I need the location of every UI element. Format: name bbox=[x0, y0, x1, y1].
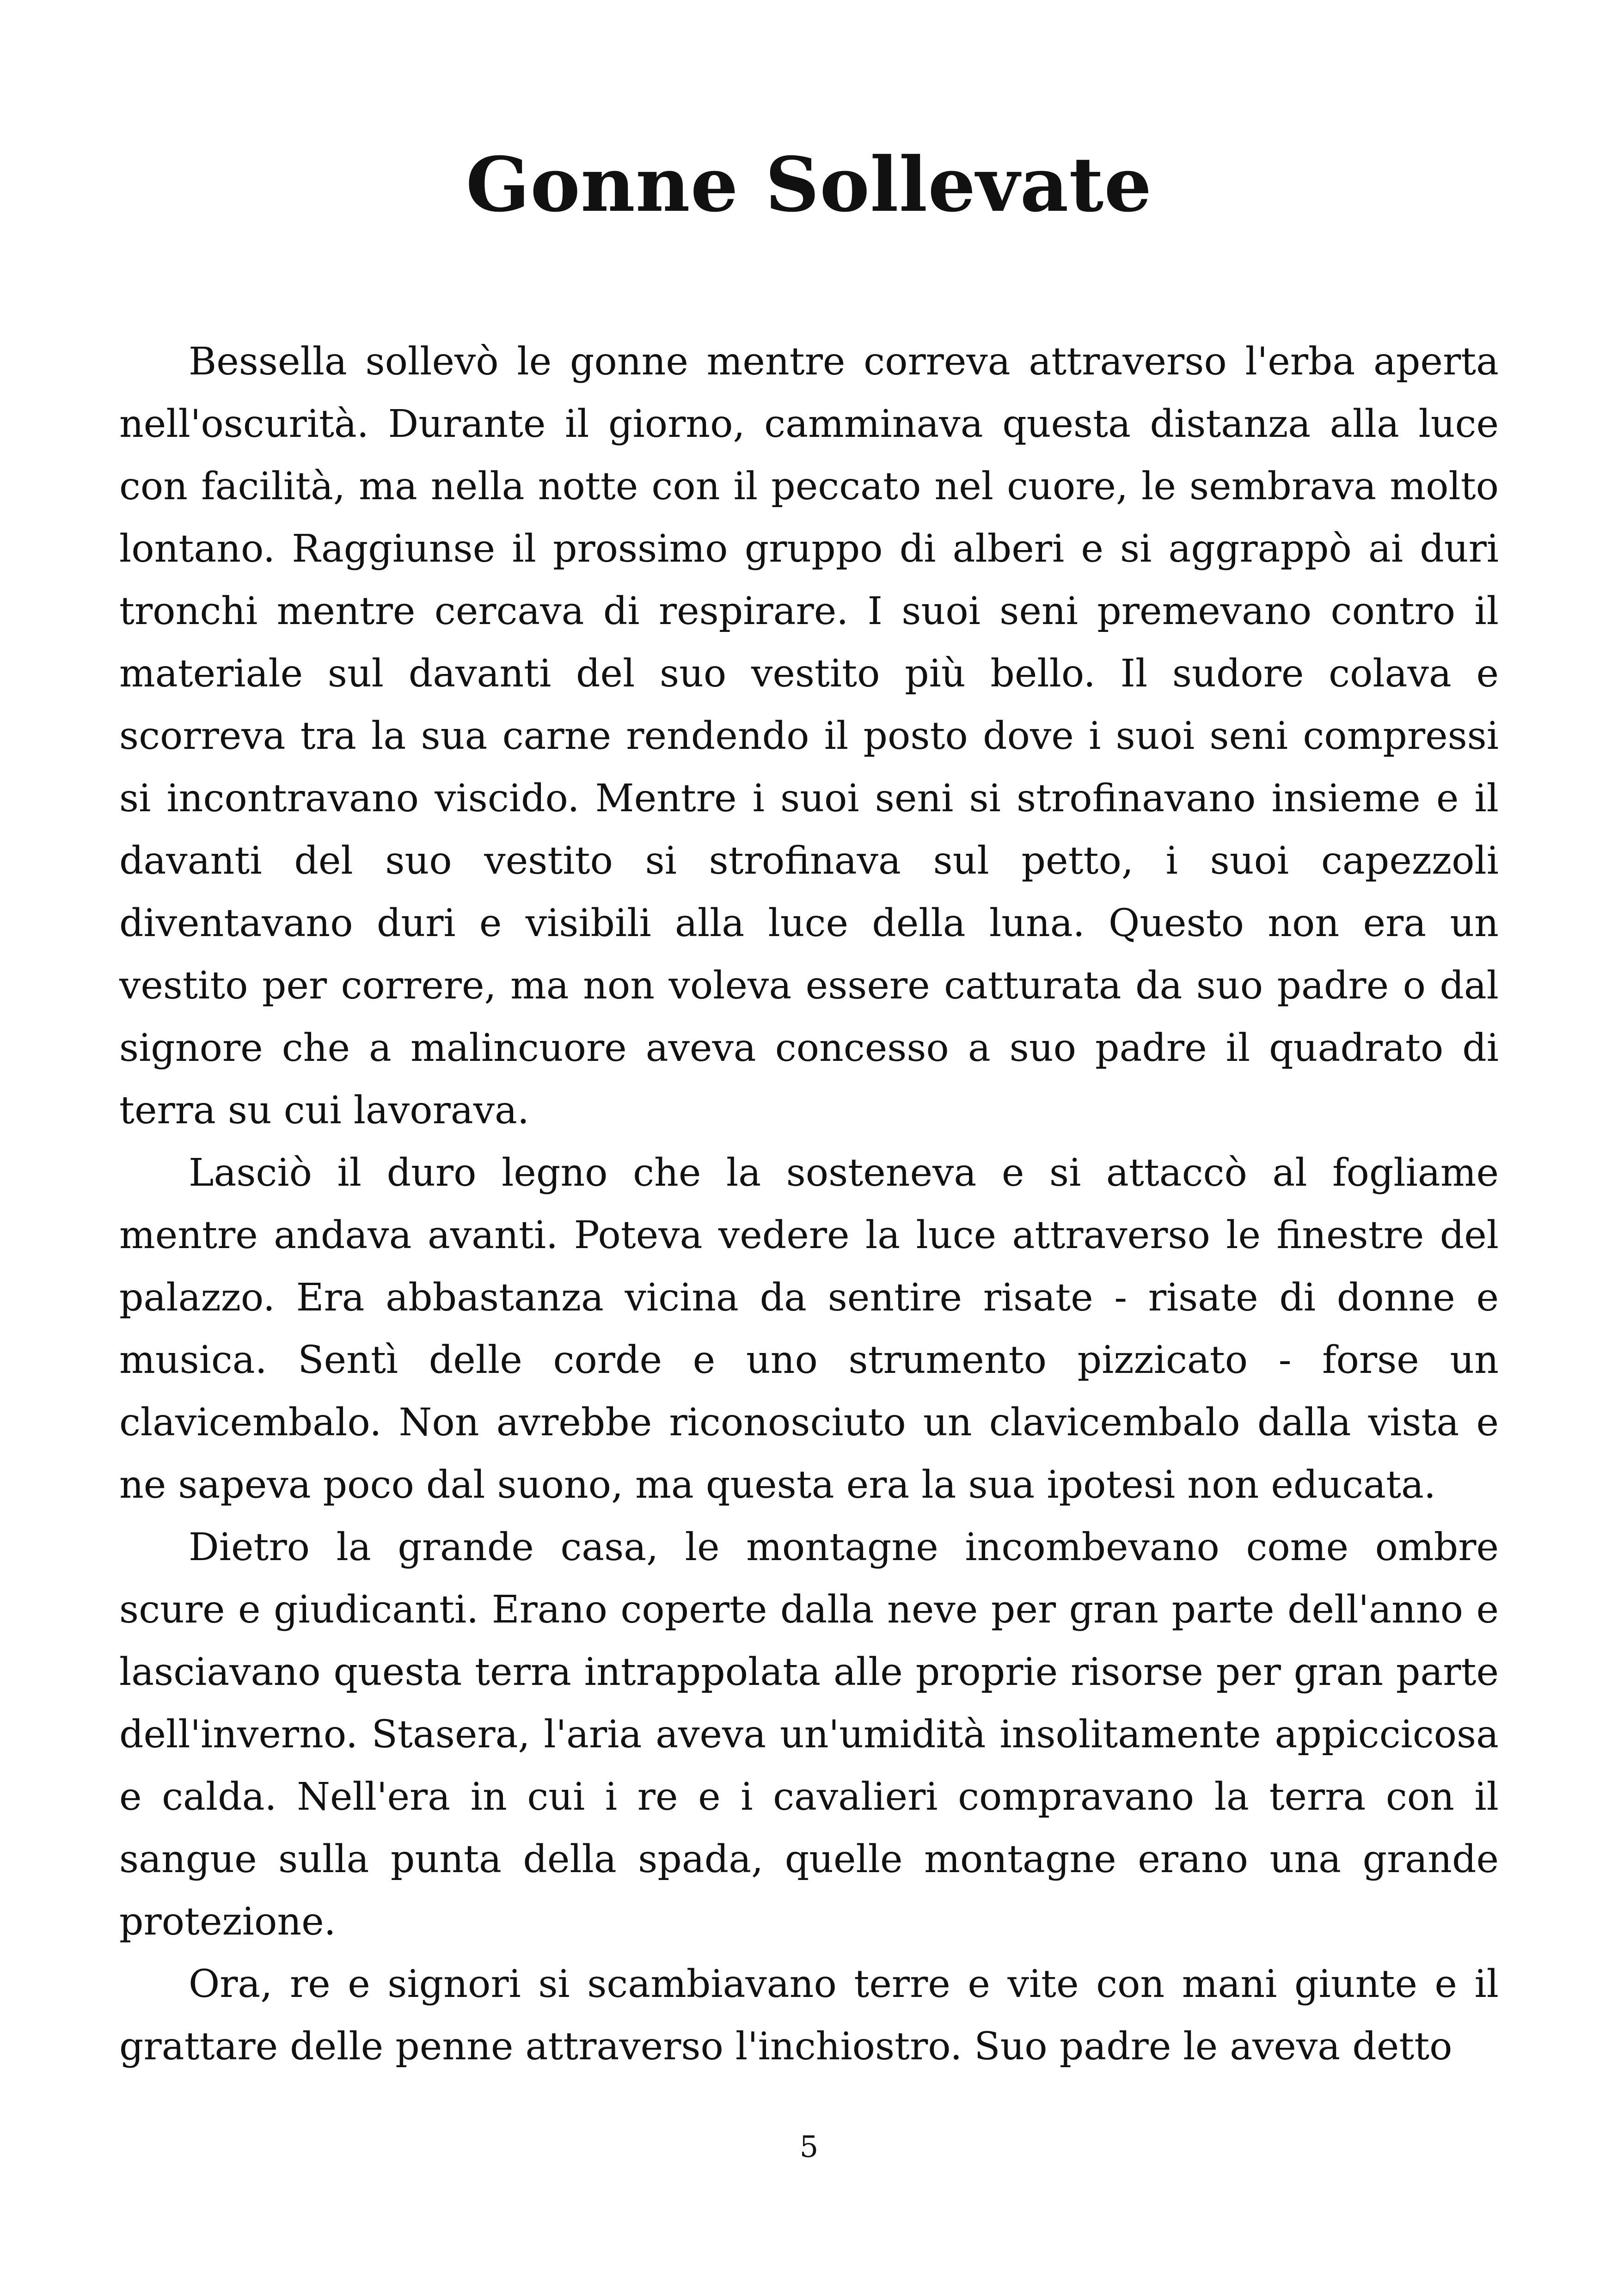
chapter-body bbox=[119, 331, 1499, 2078]
paragraph-2: Lasciò il duro legno che la sosteneva e si attaccò al fogliame mentre andava avanti. Poteva vedere la luce attraverso le finestre del palazzo. Era abbastanza vicina da sentire risate - risate di donne e musica. Sentì delle corde e uno strumento pizzicato - forse un clavicembalo. Non avrebbe riconosciuto un clavicembalo dalla vista e ne sapeva poco dal suono, ma questa era la sua ipotesi non educata. bbox=[119, 1151, 1499, 1507]
paragraph-4: Ora, re e signori si scambiavano terre e vite con mani giunte e il grattare delle penne attraverso l'inchiostro. Suo padre le aveva detto bbox=[119, 1962, 1499, 2069]
paragraph-3: Dietro la grande casa, le montagne incombevano come ombre scure e giudicanti. Erano coperte dalla neve per gran parte dell'anno e lasciavano questa terra intrappolata alle proprie risorse per gran parte dell'inverno. Stasera, l'aria aveva un'umidità insolitamente appiccicosa e calda. Nell'era in cui i re e i cavalieri compravano la terra con il sangue sulla punta della spada, quelle montagne erano una grande protezione. bbox=[119, 1525, 1499, 1944]
page-number: 5 bbox=[799, 2130, 819, 2164]
chapter-title: Gonne Sollevate bbox=[466, 141, 1152, 229]
paragraph-1: Bessella sollevò le gonne mentre correva attraverso l'erba aperta nell'oscurità. Durante il giorno, camminava questa distanza alla luce con facilità, ma nella notte con il peccato nel cuore, le sembrava molto lontano. Raggiunse il prossimo gruppo di alberi e si aggrappò ai duri tronchi mentre cercava di respirare. I suoi seni premevano contro il materiale sul davanti del suo vestito più bello. Il sudore colava e scorreva tra la sua carne rendendo il posto dove i suoi seni compressi si incontravano viscido. Mentre i suoi seni si strofinavano insieme e il davanti del suo vestito si strofinava sul petto, i suoi capezzoli diventavano duri e visibili alla luce della luna. Questo non era un vestito per correre, ma non voleva essere catturata da suo padre o dal signore che a malincuore aveva concesso a suo padre il quadrato di terra su cui lavorava. bbox=[119, 340, 1499, 1133]
